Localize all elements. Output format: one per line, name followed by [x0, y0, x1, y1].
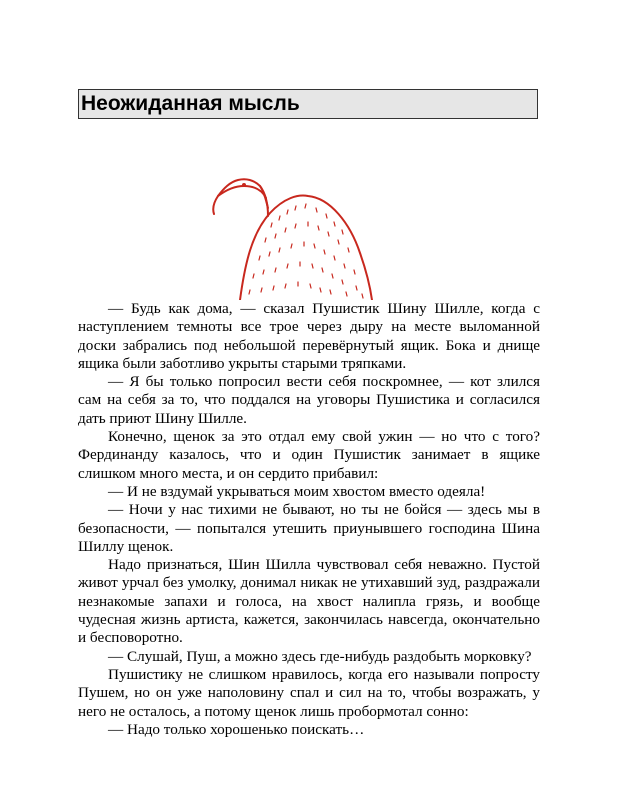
paragraph: Пушистику не слишком нравилось, когда его называли попросту Пушем, но он уже наполовину спал и сил на то, чтобы возражать, у него не осталось, а потому щенок лишь пробормотал сонно:: [78, 665, 540, 720]
paragraph: Надо признаться, Шин Шилла чувствовал себя неважно. Пустой живот урчал без умолку, донимал никак не утихавший зуд, раздражали незнакомые запахи и голоса, на хвост налипла грязь, и вообще чудесная жизнь артиста, кажется, закончилась навсегда, окончательно и бесповоротно.: [78, 556, 540, 647]
paragraph: — Я бы только попросил вести себя поскромнее, — кот злился сам на себя за то, что поддался на уговоры Пушистика и согласился дать приют Шину Шилле.: [78, 373, 540, 427]
chapter-title: Неожиданная мысль: [81, 92, 300, 115]
paragraph: — Слушай, Пуш, а можно здесь где-нибудь раздобыть морковку?: [108, 647, 532, 665]
story-text: [78, 300, 540, 739]
paragraph: — Надо только хорошенько поискать…: [108, 720, 365, 738]
paragraph: — Ночи у нас тихими не бывают, но ты не бойся — здесь мы в безопасности, — попытался утешить приунывшего господина Шина Шиллу щенок.: [78, 501, 540, 555]
paragraph: — Будь как дома, — сказал Пушистик Шину Шилле, когда с наступлением темноты все трое через дыру на месте выломанной доски забрались под небольшой перевёрнутый ящик. Бока и днище ящика были заботливо укрыты старыми тряпками.: [78, 300, 540, 372]
paragraph: — И не вздумай укрываться моим хвостом вместо одеяла!: [108, 482, 486, 500]
paragraph: Конечно, щенок за это отдал ему свой ужин — но что с того? Фердинанду казалось, что и один Пушистик занимает в ящике слишком много места, и он сердито прибавил:: [78, 428, 540, 482]
chapter-title-box: [78, 89, 538, 119]
bird-illustration: [200, 168, 400, 300]
